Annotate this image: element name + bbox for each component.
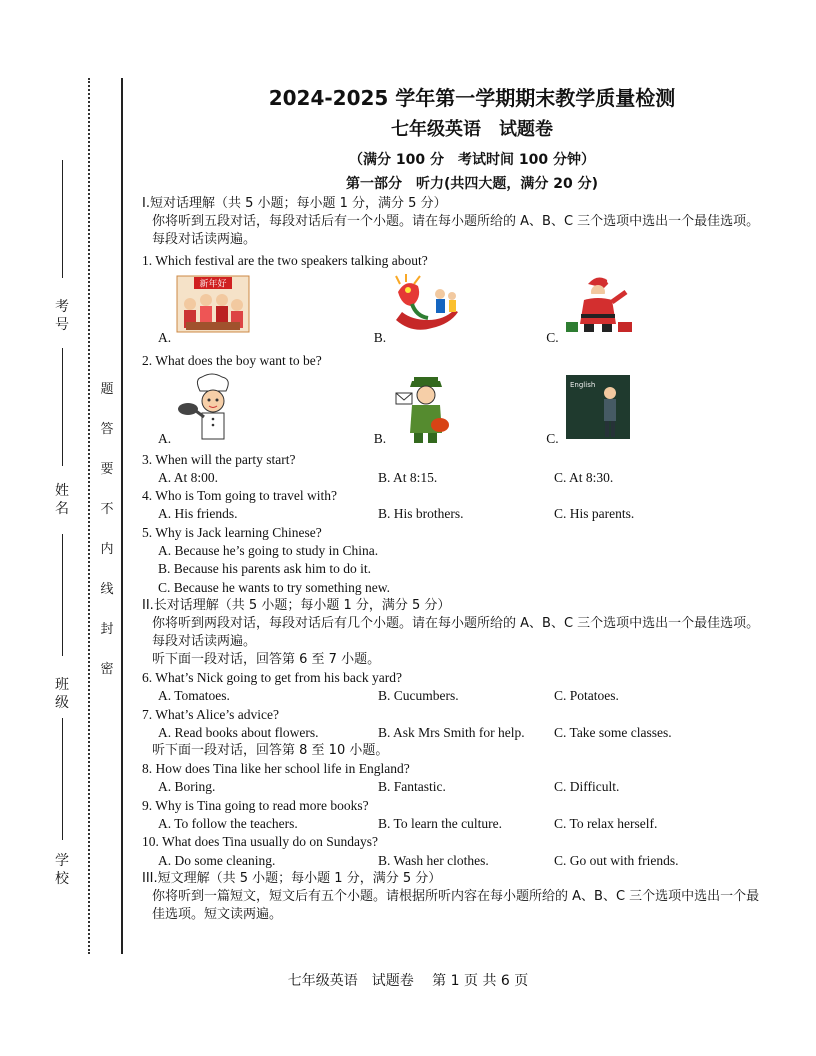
option-a-picture[interactable] — [158, 272, 374, 346]
question-6-options — [142, 687, 762, 705]
field-line-name — [62, 348, 63, 466]
question-9-options — [142, 815, 762, 833]
option-a[interactable]: A. To follow the teachers. — [158, 816, 298, 832]
option-b: B. Because his parents ask him to do it. — [158, 561, 371, 577]
exam-title: 2024-2025 学年第一学期期末教学质量检测 — [268, 86, 676, 110]
option-a[interactable]: A. Boring. — [158, 779, 216, 795]
option-b[interactable]: B. Ask Mrs Smith for help. — [378, 724, 525, 740]
question-3-options — [142, 469, 762, 487]
option-c-picture[interactable] — [546, 373, 762, 447]
question-4-options — [142, 505, 762, 523]
option-c-picture[interactable] — [546, 272, 762, 346]
option-c: C. Because he wants to try something new. — [158, 579, 390, 595]
warning-char: 不 — [100, 502, 114, 517]
warning-char: 内 — [100, 542, 114, 557]
field-label-school: 学校 — [55, 853, 69, 887]
section3-heading: III.短文理解（共 5 小题；每小题 1 分，满分 5 分） — [142, 870, 442, 886]
chef-icon — [176, 373, 246, 443]
option-label: B. — [373, 430, 387, 446]
field-line-school — [62, 718, 63, 840]
seal-warning-text — [98, 378, 116, 698]
option-c[interactable]: C. Potatoes. — [554, 688, 619, 704]
english-teacher-icon — [564, 373, 632, 441]
solid-seal-line — [121, 78, 123, 954]
option-c[interactable]: C. To relax herself. — [554, 816, 658, 832]
option-label: C. — [546, 430, 559, 446]
question-7-options — [142, 724, 762, 742]
question-5-option-c[interactable] — [142, 579, 762, 597]
question-3-stem: 3. When will the party start? — [142, 451, 296, 467]
field-label-class: 班级 — [55, 677, 69, 711]
question-10-options — [142, 852, 762, 870]
spring-festival-family-icon — [176, 272, 250, 334]
postman-icon — [392, 373, 458, 445]
dotted-cut-line — [88, 78, 90, 954]
option-b-picture[interactable] — [374, 272, 547, 346]
warning-char: 封 — [100, 622, 114, 637]
section2-lead-1: 听下面一段对话，回答第 6 至 7 小题。 — [152, 651, 381, 667]
question-1-stem: 1. Which festival are the two speakers talking about? — [142, 253, 428, 268]
option-a[interactable]: A. At 8:00. — [158, 469, 219, 485]
question-6-stem: 6. What’s Nick going to get from his back yard? — [142, 669, 402, 685]
greeting-banner: 新年好 — [199, 279, 227, 290]
field-label-exam-number: 考号 — [55, 299, 69, 333]
question-8-options — [142, 778, 762, 796]
option-b-picture[interactable] — [374, 373, 547, 447]
question-7-stem: 7. What’s Alice’s advice? — [142, 706, 279, 722]
question-2-stem: 2. What does the boy want to be? — [142, 353, 322, 369]
blackboard-text: English — [570, 380, 596, 389]
option-c[interactable]: C. Take some classes. — [554, 724, 672, 740]
question-5-option-b[interactable] — [142, 560, 762, 578]
question-9-stem: 9. Why is Tina going to read more books? — [142, 797, 369, 813]
field-line-class — [62, 534, 63, 656]
section2-heading: II.长对话理解（共 5 小题；每小题 1 分，满分 5 分） — [142, 597, 451, 613]
exam-subtitle: 七年级英语 试题卷 — [391, 119, 553, 140]
question-8-stem: 8. How does Tina like her school life in England? — [142, 761, 410, 777]
option-label: B. — [373, 330, 387, 346]
section1-instructions: 你将听到五段对话，每段对话后有一个小题。请在每小题所给的 A、B、C 三个选项中选出一个最佳选项。每段对话读两遍。 — [152, 214, 760, 247]
question-10-stem: 10. What does Tina usually do on Sundays? — [142, 834, 378, 850]
question-5-stem: 5. Why is Jack learning Chinese? — [142, 524, 322, 540]
option-label: A. — [158, 330, 172, 346]
field-line-exam-number — [62, 160, 63, 278]
option-c[interactable]: C. At 8:30. — [554, 469, 614, 485]
warning-char: 答 — [100, 422, 114, 437]
section1-heading: I.短对话理解（共 5 小题；每小题 1 分，满分 5 分） — [142, 196, 447, 211]
option-b[interactable]: B. His brothers. — [378, 506, 464, 522]
binding-margin — [0, 0, 130, 1000]
option-a[interactable]: A. Tomatoes. — [158, 688, 230, 704]
option-b[interactable]: B. At 8:15. — [378, 469, 438, 485]
question-4-stem: 4. Who is Tom going to travel with? — [142, 488, 338, 504]
page-footer: 七年级英语 试题卷 第 1 页 共 6 页 — [287, 973, 529, 989]
option-b[interactable]: B. To learn the culture. — [378, 816, 503, 832]
score-line: （满分 100 分 考试时间 100 分钟） — [349, 152, 595, 168]
warning-char: 题 — [100, 382, 114, 397]
option-c[interactable]: C. His parents. — [554, 506, 635, 522]
option-label: A. — [158, 430, 172, 446]
question-2-pictures — [142, 373, 762, 447]
question-1-pictures — [142, 272, 762, 346]
section3-instructions: 你将听到一篇短文，短文后有五个小题。请根据所听内容在每小题所给的 A、B、C 三个选项中选出一个最佳选项。短文读两遍。 — [152, 888, 760, 922]
option-a-picture[interactable] — [158, 373, 374, 447]
option-b[interactable]: B. Fantastic. — [378, 779, 446, 795]
option-c[interactable]: C. Difficult. — [554, 779, 620, 795]
option-a[interactable]: A. Read books about flowers. — [158, 724, 319, 740]
option-c[interactable]: C. Go out with friends. — [554, 852, 679, 868]
option-a: A. Because he’s going to study in China. — [158, 543, 379, 559]
question-5-option-a[interactable] — [142, 542, 762, 560]
section2-lead-2: 听下面一段对话，回答第 8 至 10 小题。 — [152, 743, 389, 759]
option-b[interactable]: B. Cucumbers. — [378, 688, 459, 704]
exam-content — [142, 82, 762, 924]
warning-char: 要 — [100, 462, 114, 477]
option-b[interactable]: B. Wash her clothes. — [378, 852, 489, 868]
part-heading: 第一部分 听力(共四大题，满分 20 分) — [345, 176, 599, 192]
section2-instructions: 你将听到两段对话，每段对话后有几个小题。请在每小题所给的 A、B、C 三个选项中选出一个最佳选项。每段对话读两遍。 — [152, 615, 760, 649]
warning-char: 密 — [100, 662, 114, 677]
dragon-boat-icon — [392, 272, 462, 338]
option-a[interactable]: A. His friends. — [158, 506, 238, 522]
field-label-name: 姓名 — [55, 483, 69, 517]
warning-char: 线 — [100, 582, 114, 597]
option-label: C. — [546, 330, 559, 346]
santa-claus-icon — [564, 272, 636, 338]
option-a[interactable]: A. Do some cleaning. — [158, 852, 276, 868]
